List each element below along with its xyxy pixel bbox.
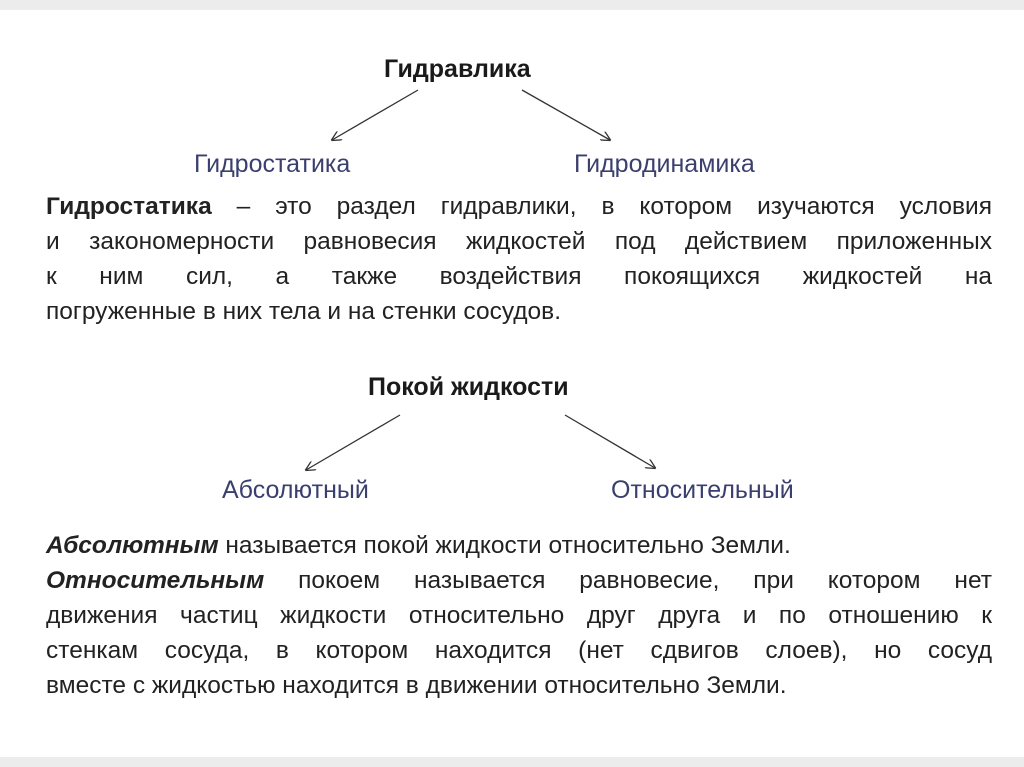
arrow-to-hydrodynamics: [522, 90, 610, 140]
hydrostatics-term: Гидростатика: [46, 193, 212, 220]
arrow-to-hydrostatics: [332, 90, 418, 140]
relative-term: Относительным: [46, 567, 265, 594]
diagram2-left: Абсолютный: [222, 476, 369, 504]
arrow-to-absolute: [306, 415, 400, 470]
diagram1-right: Гидродинамика: [574, 150, 755, 178]
diagram2-root: Покой жидкости: [368, 373, 569, 401]
diagram2-right: Относительный: [611, 476, 794, 504]
diagram1-left: Гидростатика: [194, 150, 351, 178]
rest-definitions: Абсолютным называется покой жидкости относительно Земли. Относительным покоем называется равновесие, при котором нет движения частиц жидкости относительно друг друга и по отношению к стенкам сосуда, в котором находится (нет сдвигов слоев), но сосуд вместе с жидкостью находится в движении относительно Земли.: [46, 532, 992, 699]
hydrostatics-definition: Гидростатика – это раздел гидравлики, в котором изучаются условия и закономерности равновесия жидкостей под действием приложенных к ним сил, а также воздействия покоящихся жидкостей на погруженные в них тела и на стенки сосудов.: [46, 193, 992, 325]
absolute-term: Абсолютным: [46, 532, 219, 559]
arrow-to-relative: [565, 415, 655, 468]
diagram1-root: Гидравлика: [384, 55, 531, 83]
